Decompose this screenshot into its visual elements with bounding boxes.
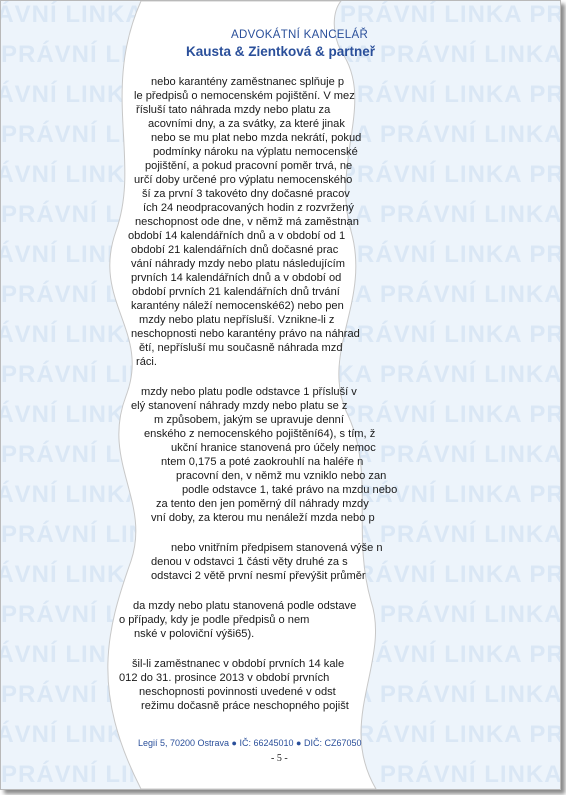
body-line: vní doby, za kterou mu nenáleží mzda nebo p	[151, 512, 375, 524]
body-line: o případy, kdy je podle předpisů o nem	[119, 614, 310, 626]
body-line: m způsobem, jakým se upravuje denní	[154, 414, 344, 426]
body-line: le předpisů o nemocenském pojištění. V mez	[134, 90, 355, 102]
body-line: prvních 14 kalendářních dnů a v období od	[131, 272, 342, 284]
body-line: režimu dočasně práce neschopného pojišt	[141, 700, 349, 712]
body-line: období 14 kalendářních dnů a v období od 1	[128, 230, 346, 242]
body-line: 012 do 31. prosince 2013 v období prvních	[119, 672, 330, 684]
body-line: ětí, nepřísluší mu současně náhrada mzd	[139, 342, 343, 354]
body-line: da mzdy nebo platu stanovená podle odstave	[133, 600, 357, 612]
body-line: šil-li zaměstnanec v období prvních 14 kale	[132, 658, 345, 670]
body-line: vání náhrady mzdy nebo platu následujícím	[131, 258, 345, 270]
body-line: ích 24 neodpracovaných hodin z rozvržený	[143, 202, 354, 214]
page-number: - 5 -	[271, 753, 288, 764]
office-label: ADVOKÁTNÍ KANCELÁŘ	[231, 29, 369, 41]
body-line: ukční hranice stanovená pro účely nemoc	[171, 442, 376, 454]
body-line: pracovní den, v němž mu vzniklo nebo zan	[176, 470, 387, 482]
body-line: enského z nemocenského pojištění64), s tím, ž	[144, 428, 376, 440]
body-line: za tento den jen poměrný díl náhrady mzdy	[156, 498, 369, 510]
body-line: nebo vnitřním předpisem stanovená výše n	[171, 542, 383, 554]
body-line: denou v odstavci 1 části věty druhé za s	[151, 556, 348, 568]
body-line: podmínky nároku na výplatu nemocenské	[153, 146, 358, 158]
body-line: neschopnost ode dne, v němž má zaměstnan	[135, 216, 359, 228]
footer-address: Legií 5, 70200 Ostrava ● IČ: 66245010 ● DIČ: CZ67050	[138, 738, 362, 748]
body-line: karantény náleží nemocenské62) nebo pen	[131, 300, 344, 312]
body-line: odstavci 2 větě první nesmí převýšit průměr	[151, 570, 366, 582]
body-line: řísluší tato náhrada mzdy nebo platu za	[136, 104, 331, 116]
body-line: určí doby určené pro výplatu nemocenského	[134, 174, 353, 186]
body-line: ší za první 3 takovéto dny dočasné pracov	[142, 188, 350, 200]
body-line: nebo se mu plat nebo mzda nekrátí, pokud	[151, 132, 362, 144]
body-line: mzdy nebo platu podle odstavce 1 přísluší v	[141, 386, 357, 398]
body-line: ntem 0,175 a poté zaokrouhlí na haléře n	[161, 456, 364, 468]
firm-name: Kausta & Zientková & partneř	[186, 44, 376, 59]
body-line: nské v poloviční výši65).	[134, 628, 255, 640]
body-line: mzdy nebo platu nepřísluší. Vznikne-li z	[139, 314, 335, 326]
body-line: nebo karantény zaměstnanec splňuje p	[151, 76, 345, 88]
body-line: období prvních 21 kalendářních dnů trvání	[132, 286, 340, 298]
body-line: podle odstavce 1, také právo na mzdu nebo	[182, 484, 398, 496]
body-line: pojištění, a pokud pracovní poměr trvá, ne	[145, 160, 353, 172]
body-text	[1, 1, 560, 789]
body-line: acovními dny, a za svátky, za které jinak	[148, 118, 345, 130]
body-line: neschopnosti nebo karantény právo na náhrad	[131, 328, 360, 340]
body-line: období 21 kalendářních dnů dočasné prac	[131, 244, 339, 256]
body-line: neschopnosti povinnosti uvedené v odst	[139, 686, 336, 698]
body-line: ráci.	[136, 356, 157, 368]
body-line: elý stanovení náhrady mzdy nebo platu se z	[131, 400, 348, 412]
